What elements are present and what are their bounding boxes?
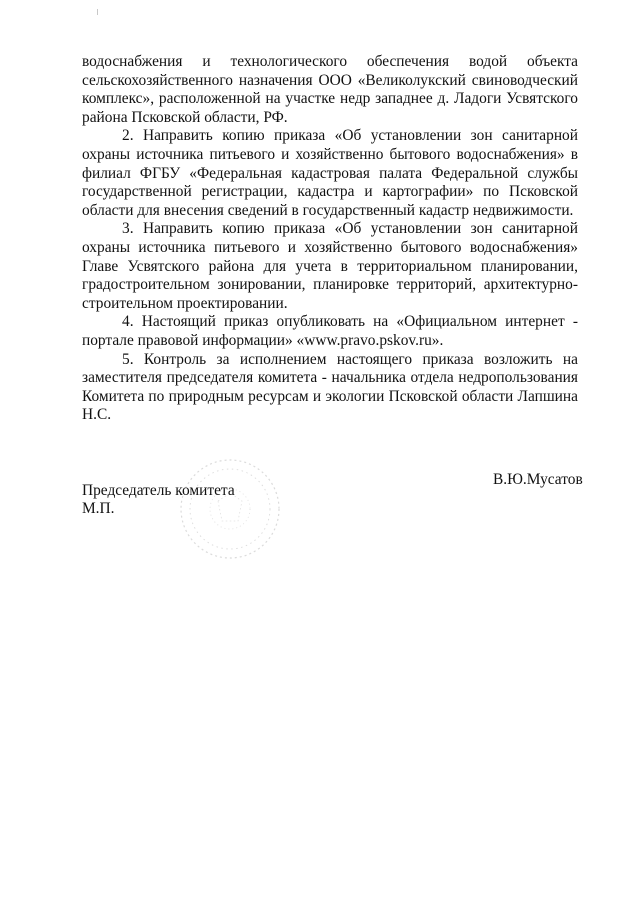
signatory-title: Председатель комитета [82,482,235,499]
official-seal-icon [178,455,282,563]
paragraph-3: 3. Направить копию приказа «Об установлении зон санитарной охраны источника питьевого и хозяйственно бытового водоснабжения» Главе Усвятского района для учета в территориальном планировании, градостроительном зонировании, планировке территорий, архитектурно-строительном проектировании. [82,220,578,312]
document-body [82,53,578,425]
scan-mark [97,9,98,15]
paragraph-2: 2. Направить копию приказа «Об установлении зон санитарной охраны источника питьевого и хозяйственно бытового водоснабжения» в филиал ФГБУ «Федеральная кадастровая палата Федеральной службы государственной регистрации, кадастра и картографии» по Псковской области для внесения сведений в государственный кадастр недвижимости. [82,127,578,219]
paragraph-5: 5. Контроль за исполнением настоящего приказа возложить на заместителя председателя комитета - начальника отдела недропользования Комитета по природным ресурсам и экологии Псковской области Лапшина Н.С. [82,350,578,424]
signatory-name: В.Ю.Мусатов [493,471,583,488]
paragraph-1-continuation: водоснабжения и технологического обеспечения водой объекта сельскохозяйственного назначения ООО «Великолукский свиноводческий комплекс», расположенной на участке недр западнее д. Ладоги Усвятского района Псковской области, РФ. [82,53,578,126]
paragraph-4: 4. Настоящий приказ опубликовать на «Официальном интернет - портале правовой информации» «www.pravo.pskov.ru». [82,313,578,349]
stamp-label: М.П. [82,500,115,517]
